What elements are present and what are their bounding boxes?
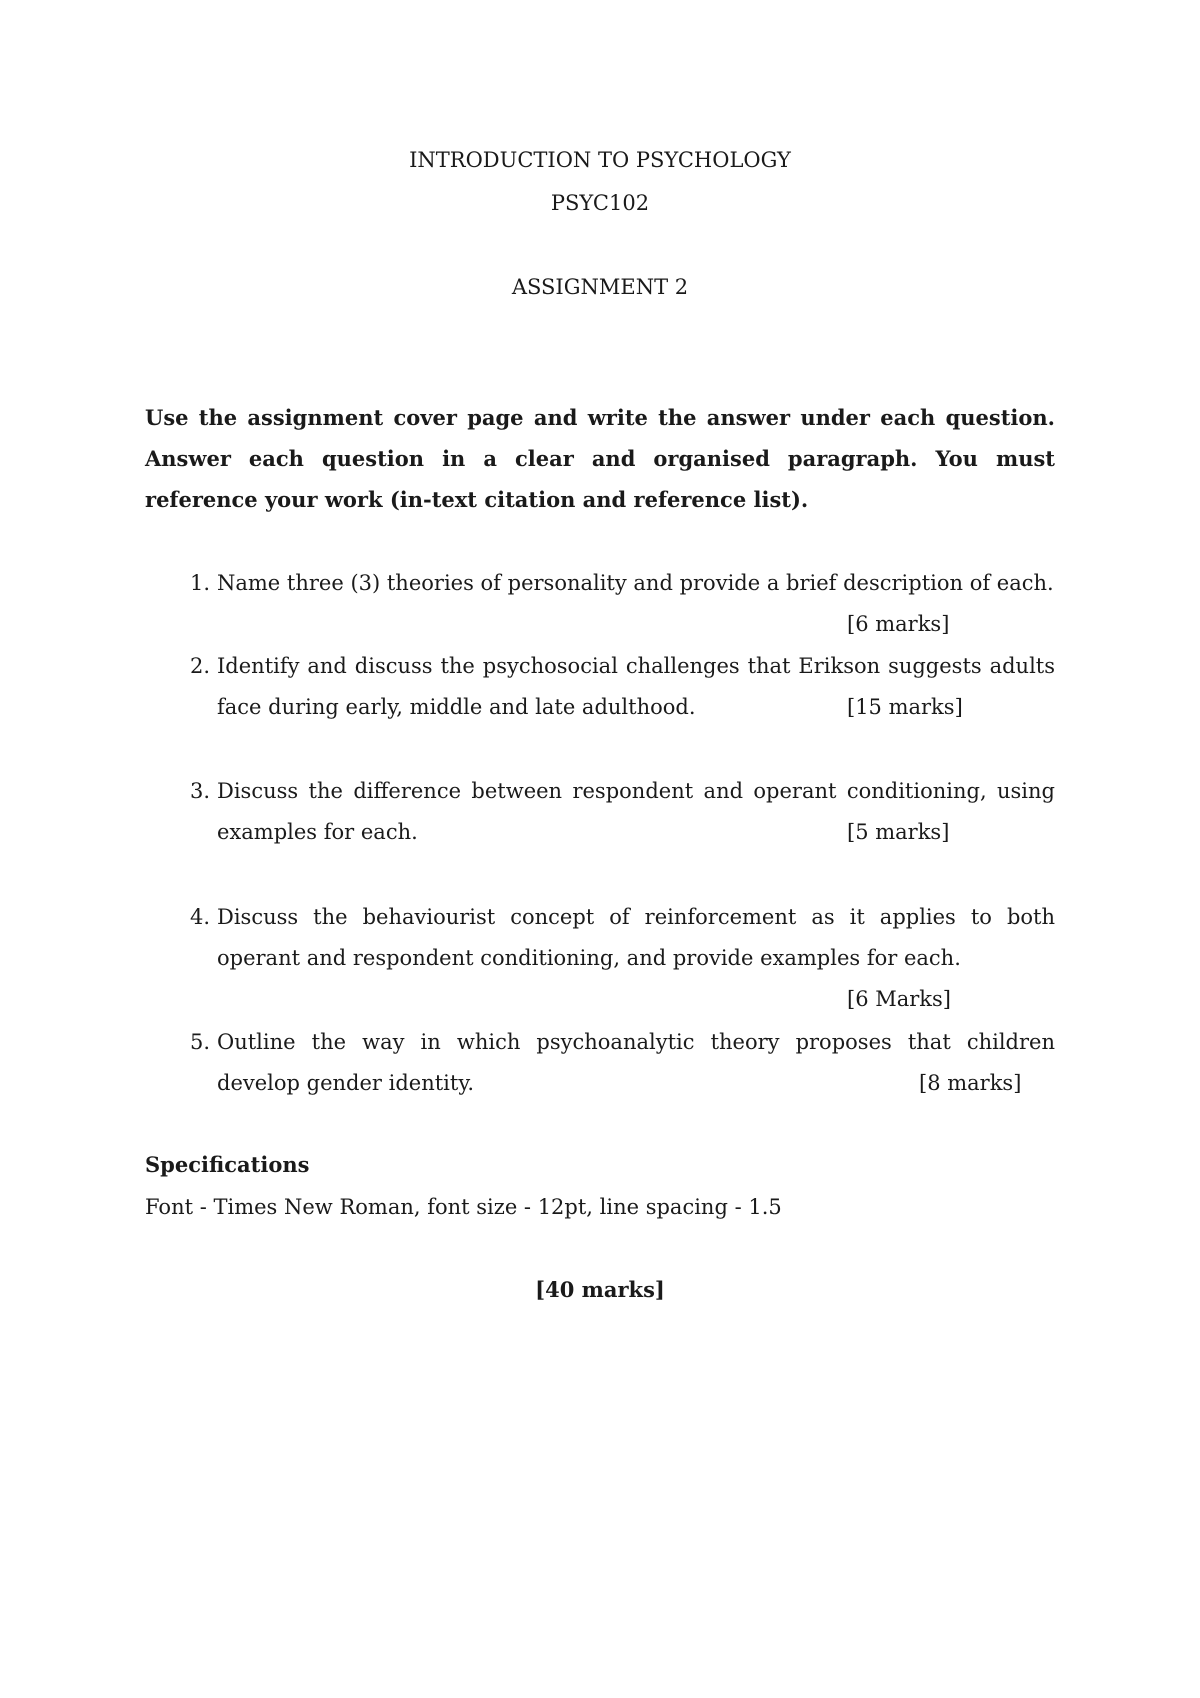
question-number: 5. xyxy=(189,1030,210,1054)
question-text: Identify and discuss the psychosocial challenges that Erikson suggests adults face during early, middle and late adulthood. xyxy=(217,654,1055,719)
question-number: 2. xyxy=(189,654,210,678)
question-number: 4. xyxy=(189,905,210,929)
specifications-heading: Specifications xyxy=(145,1152,310,1177)
question-marks: [6 marks] xyxy=(847,612,950,636)
question-text: Discuss the difference between respondent and operant conditioning, using examples for each. xyxy=(217,779,1055,844)
course-code: PSYC102 xyxy=(550,191,650,215)
question-marks: [6 Marks] xyxy=(847,987,951,1011)
question-number: 3. xyxy=(189,779,210,803)
question-text: Name three (3) theories of personality and provide a brief description of each. xyxy=(217,571,1054,595)
question-marks: [5 marks] xyxy=(847,820,950,844)
question-number: 1. xyxy=(189,571,210,595)
question-marks: [8 marks] xyxy=(919,1071,1022,1095)
course-title: INTRODUCTION TO PSYCHOLOGY xyxy=(409,148,791,172)
question-text: Outline the way in which psychoanalytic theory proposes that children develop gender identity. xyxy=(217,1030,1055,1095)
specifications-text: Font - Times New Roman, font size - 12pt, line spacing - 1.5 xyxy=(145,1195,782,1219)
instructions-paragraph: Use the assignment cover page and write the answer under each question. Answer each question in a clear and organised paragraph. You must reference your work (in-text citation and reference list). xyxy=(145,405,1055,512)
assignment-title: ASSIGNMENT 2 xyxy=(511,275,689,299)
question-text: Discuss the behaviourist concept of reinforcement as it applies to both operant and respondent conditioning, and provide examples for each. xyxy=(217,905,1055,970)
question-marks: [15 marks] xyxy=(847,695,963,719)
total-marks: [40 marks] xyxy=(535,1277,665,1302)
